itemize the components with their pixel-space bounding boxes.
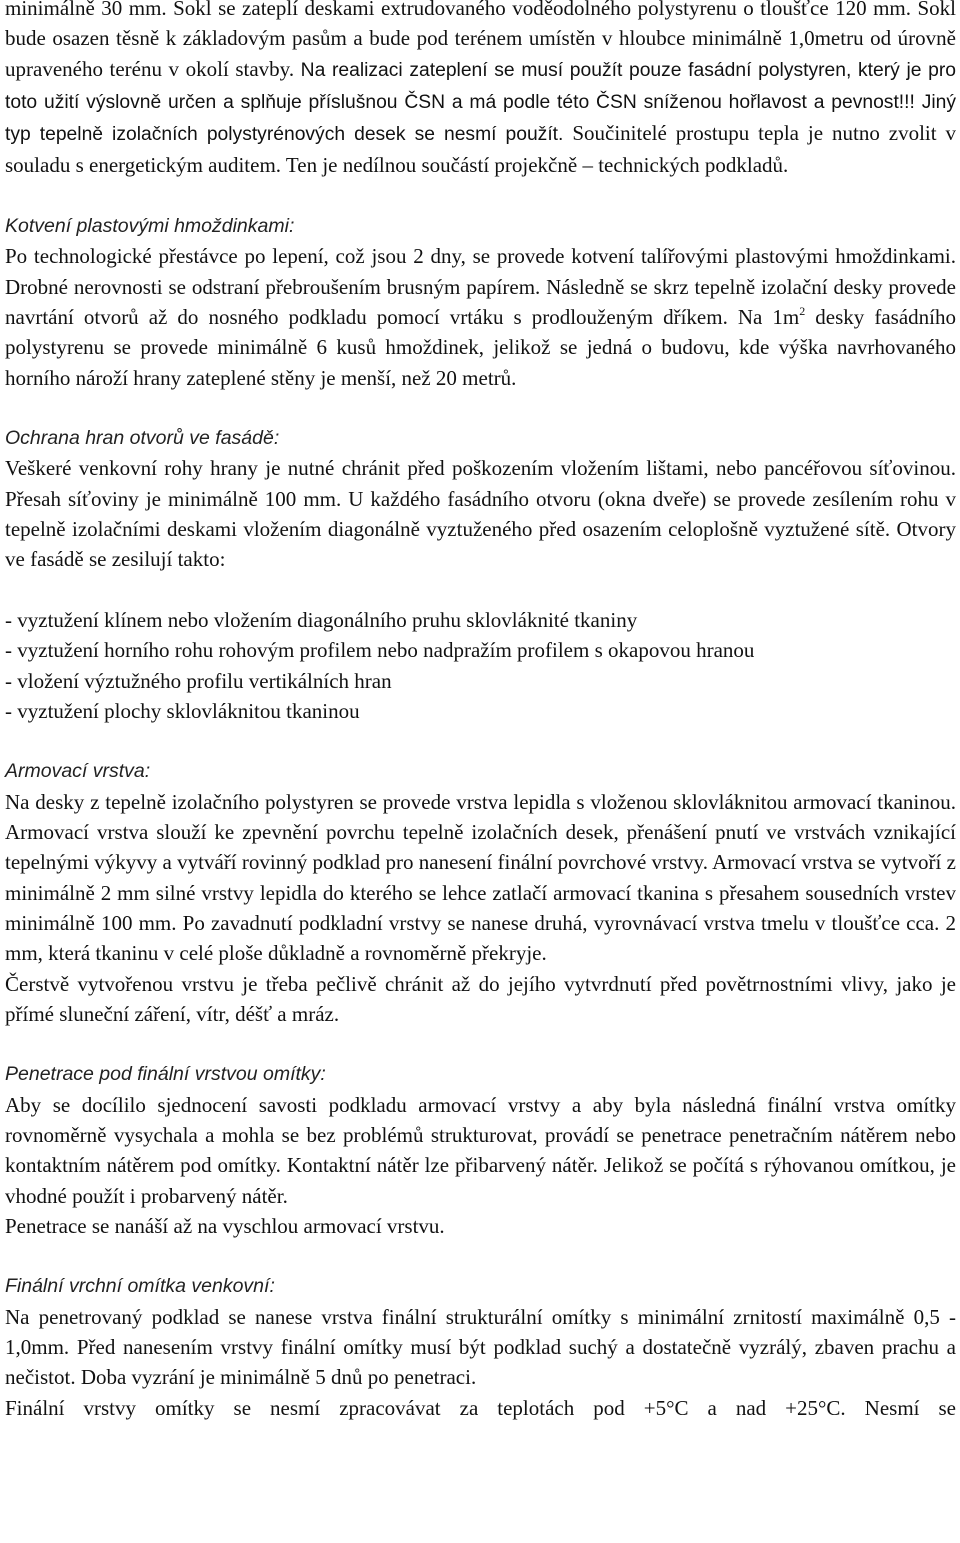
section-text-armovaci-2: Čerstvě vytvořenou vrstvu je třeba pečlivě chránit až do jejího vytvrdnutí před povětrnostními vlivy, jako je přímé sluneční záření, vítr, déšť a mráz. [5, 971, 956, 1026]
intro-text-a: minimálně 30 mm. Sokl se zateplí deskami extrudovaného voděodolného polystyrenu o tloušťce 120 mm. Sokl bude osazen těsně k základovým pasům a bude pod terénem umístěn v hloubce minimálně 1,0metru od úrovně upraveného terénu v okolí stavby. [5, 0, 956, 81]
intro-text-b: Na realizaci zateplení se musí použít pouze fasádní polystyren, který je pro toto užití výslovně určen a splňuje příslušnou ČSN a má podle této ČSN sníženou hořlavost a pevnost!!! Jiný typ tepelně izolačních polystyrénových desek se nesmí použít. [5, 59, 957, 146]
section-text-penetrace-2: Penetrace se nanáší až na vyschlou armovací vrstvu. [5, 1213, 445, 1238]
spacer [5, 181, 956, 211]
list-item: - vyztužení horního rohu rohovým profilem nebo nadpražím profilem s okapovou hranou [5, 638, 755, 663]
intro-text-c: Součinitelé prostupu tepla je nutno zvolit v souladu s energetickým auditem. Ten je nedílnou součástí projekčně – technických podkladů. [5, 121, 956, 178]
list-item: - vyztužení plochy sklovláknitou tkaninou [5, 698, 360, 723]
kotveni-text-b: desky fasádního polystyrenu se provede minimálně 6 kusů hmoždinek, jelikož se jedná o budovu, kde výška navrhovaného horního nároží hrany zateplené stěny je menší, než 20 metrů. [5, 304, 956, 390]
section-text-kotveni [5, 241, 956, 392]
document-page [5, 0, 956, 1423]
spacer [5, 575, 956, 605]
section-heading-finalni: Finální vrchní omítka venkovní: [5, 1275, 275, 1298]
spacer [5, 1029, 956, 1059]
section-text-ochrana: Veškeré venkovní rohy hrany je nutné chránit před poškozením vložením lištami, nebo pancéřovou síťovinou. Přesah síťoviny je minimálně 100 mm. U každého fasádního otvoru (okna dveře) se provede zesílením rohu v tepelně izolačními deskami vložením diagonálně vyztuženého před osazením celoplošně vyztužené sítě. Otvory ve fasádě se zesilují takto: [5, 456, 956, 572]
list-item: - vložení výztužného profilu vertikálních hran [5, 668, 392, 693]
section-heading-penetrace: Penetrace pod finální vrstvou omítky: [5, 1063, 326, 1086]
kotveni-text-a: Po technologické přestávce po lepení, což jsou 2 dny, se provede kotvení talířovými plastovými hmoždinkami. Drobné nerovnosti se odstraní přebroušením brusným papírem. Následně se skrz tepelně izolační desky provede navrtání otvorů až do nosného podkladu pomocí vrtáku s prodlouženým dříkem. Na 1m [5, 244, 956, 329]
superscript-two: 2 [799, 303, 806, 318]
section-heading-armovaci: Armovací vrstva: [5, 760, 151, 783]
section-heading-ochrana: Ochrana hran otvorů ve fasádě: [5, 427, 280, 450]
spacer [5, 1241, 956, 1271]
section-text-penetrace: Aby se docílilo sjednocení savosti podkladu armovací vrstvy a aby byla následná finální vrstva omítky rovnoměrně vysychala a mohla se bez problémů strukturovat, provádí se penetrace penetračním nátěrem nebo kontaktním nátěrem pod omítky. Kontaktní nátěr lze přibarvený nátěr. Jelikož se počítá s rýhovanou omítkou, je vhodné použít i probarvený nátěr. [5, 1092, 956, 1208]
spacer [5, 726, 956, 756]
spacer [5, 393, 956, 423]
section-text-finalni-last: Finální vrstvy omítky se nesmí zpracovávat za teplotách pod +5°C a nad +25°C. Nesmí se [5, 1395, 956, 1420]
section-text-armovaci: Na desky z tepelně izolačního polystyren se provede vrstva lepidla s vloženou sklovláknitou armovací tkaninou. Armovací vrstva slouží ke zpevnění povrchu tepelně izolačních desek, přenášení pnutí ve vrstvách vznikající tepelnými výkyvy a vytváří rovinný podklad pro nanesení finální povrchové vrstvy. Armovací vrstva se vytvoří z minimálně 2 mm silné vrstvy lepidla do kterého se lehce zatlačí armovací tkanina s přesahem sousedních vrstev minimálně 100 mm. Po zavadnutí podkladní vrstvy se nanese druhá, vyrovnávací vrstva tmelu v tloušťce cca. 2 mm, která tkaninu v celé ploše důkladně a rovnoměrně překryje. [5, 789, 956, 966]
section-heading-kotveni: Kotvení plastovými hmoždinkami: [5, 215, 295, 238]
section-text-finalni: Na penetrovaný podklad se nanese vrstva finální strukturální omítky s minimální zrnitostí maximálně 0,5 - 1,0mm. Před nanesením vrstvy finální omítky musí být podklad suchý a dostatečně vyzrálý, zbaven prachu a nečistot. Doba vyzrání je minimálně 5 dnů po penetraci. [5, 1304, 956, 1390]
intro-paragraph [5, 0, 956, 181]
list-item: - vyztužení klínem nebo vložením diagonálního pruhu sklovláknité tkaniny [5, 607, 638, 632]
